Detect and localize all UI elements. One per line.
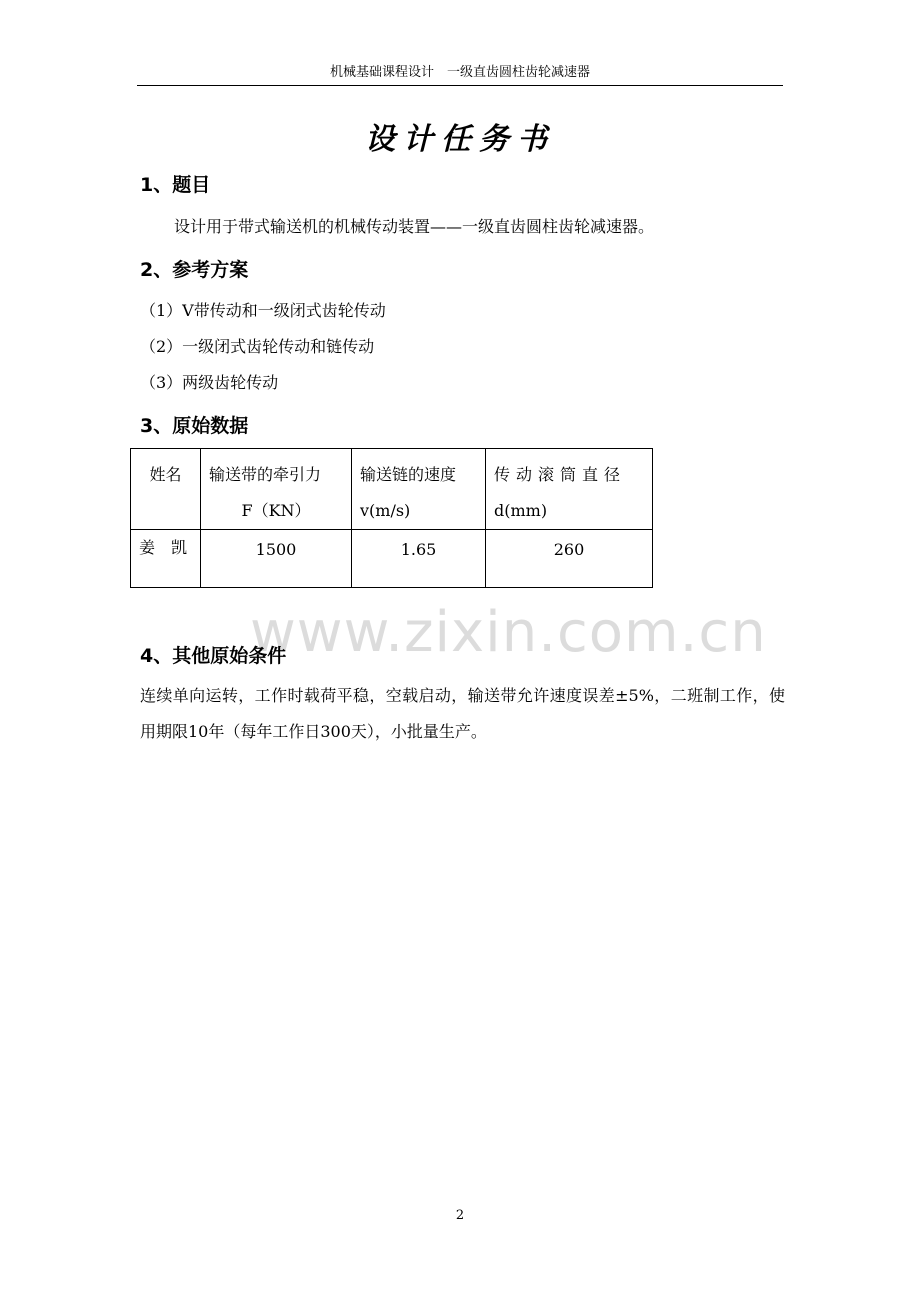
table-cell: [486, 530, 653, 588]
table-header-cell: [486, 449, 653, 530]
scheme-item: （3）两级齿轮传动: [140, 373, 279, 392]
header-rule: [137, 85, 783, 86]
section-heading-original-data: 3、原始数据: [140, 415, 249, 437]
section-heading-topic: 1、题目: [140, 174, 211, 196]
page-number: 2: [455, 1208, 465, 1223]
table-header-cell: [352, 449, 486, 530]
scheme-item: （2）一级闭式齿轮传动和链传动: [140, 337, 375, 356]
header-chain-speed-unit: v(m/s): [360, 501, 411, 520]
document-title: 设计任务书: [365, 122, 555, 157]
header-traction-force: 输送带的牵引力: [209, 465, 322, 484]
scheme-item: （1）V带传动和一级闭式齿轮传动: [140, 301, 386, 320]
table-cell: [131, 530, 201, 588]
watermark: www.zixin.com.cn: [250, 600, 767, 665]
cell-student-name: 姜 凯: [139, 538, 188, 557]
header-drum-diameter-unit: d(mm): [494, 501, 548, 520]
cell-drum-diameter: 260: [553, 540, 585, 559]
cell-chain-speed: 1.65: [400, 540, 437, 559]
table-header-cell: [131, 449, 201, 530]
section-heading-other-conditions: 4、其他原始条件: [140, 645, 287, 667]
table-header-row: [131, 449, 653, 530]
running-header: 机械基础课程设计 一级直齿圆柱齿轮减速器: [329, 65, 590, 80]
table-header-cell: [201, 449, 352, 530]
other-conditions-text: 连续单向运转，工作时载荷平稳，空载启动，输送带允许速度误差±5%，二班制工作，使用期限10年（每年工作日300天），小批量生产。: [140, 686, 785, 741]
header-name: 姓名: [149, 465, 182, 484]
table-row: [131, 530, 653, 588]
table-cell: [201, 530, 352, 588]
header-chain-speed: 输送链的速度: [360, 465, 457, 484]
cell-traction-force: 1500: [255, 540, 297, 559]
table-cell: [352, 530, 486, 588]
original-data-table: [130, 448, 653, 588]
header-traction-force-unit: F（KN）: [241, 501, 311, 520]
header-drum-diameter: 传动滚筒直径: [494, 465, 627, 484]
topic-text: 设计用于带式输送机的机械传动装置——一级直齿圆柱齿轮减速器。: [174, 217, 655, 236]
section-heading-reference-schemes: 2、参考方案: [140, 259, 249, 281]
